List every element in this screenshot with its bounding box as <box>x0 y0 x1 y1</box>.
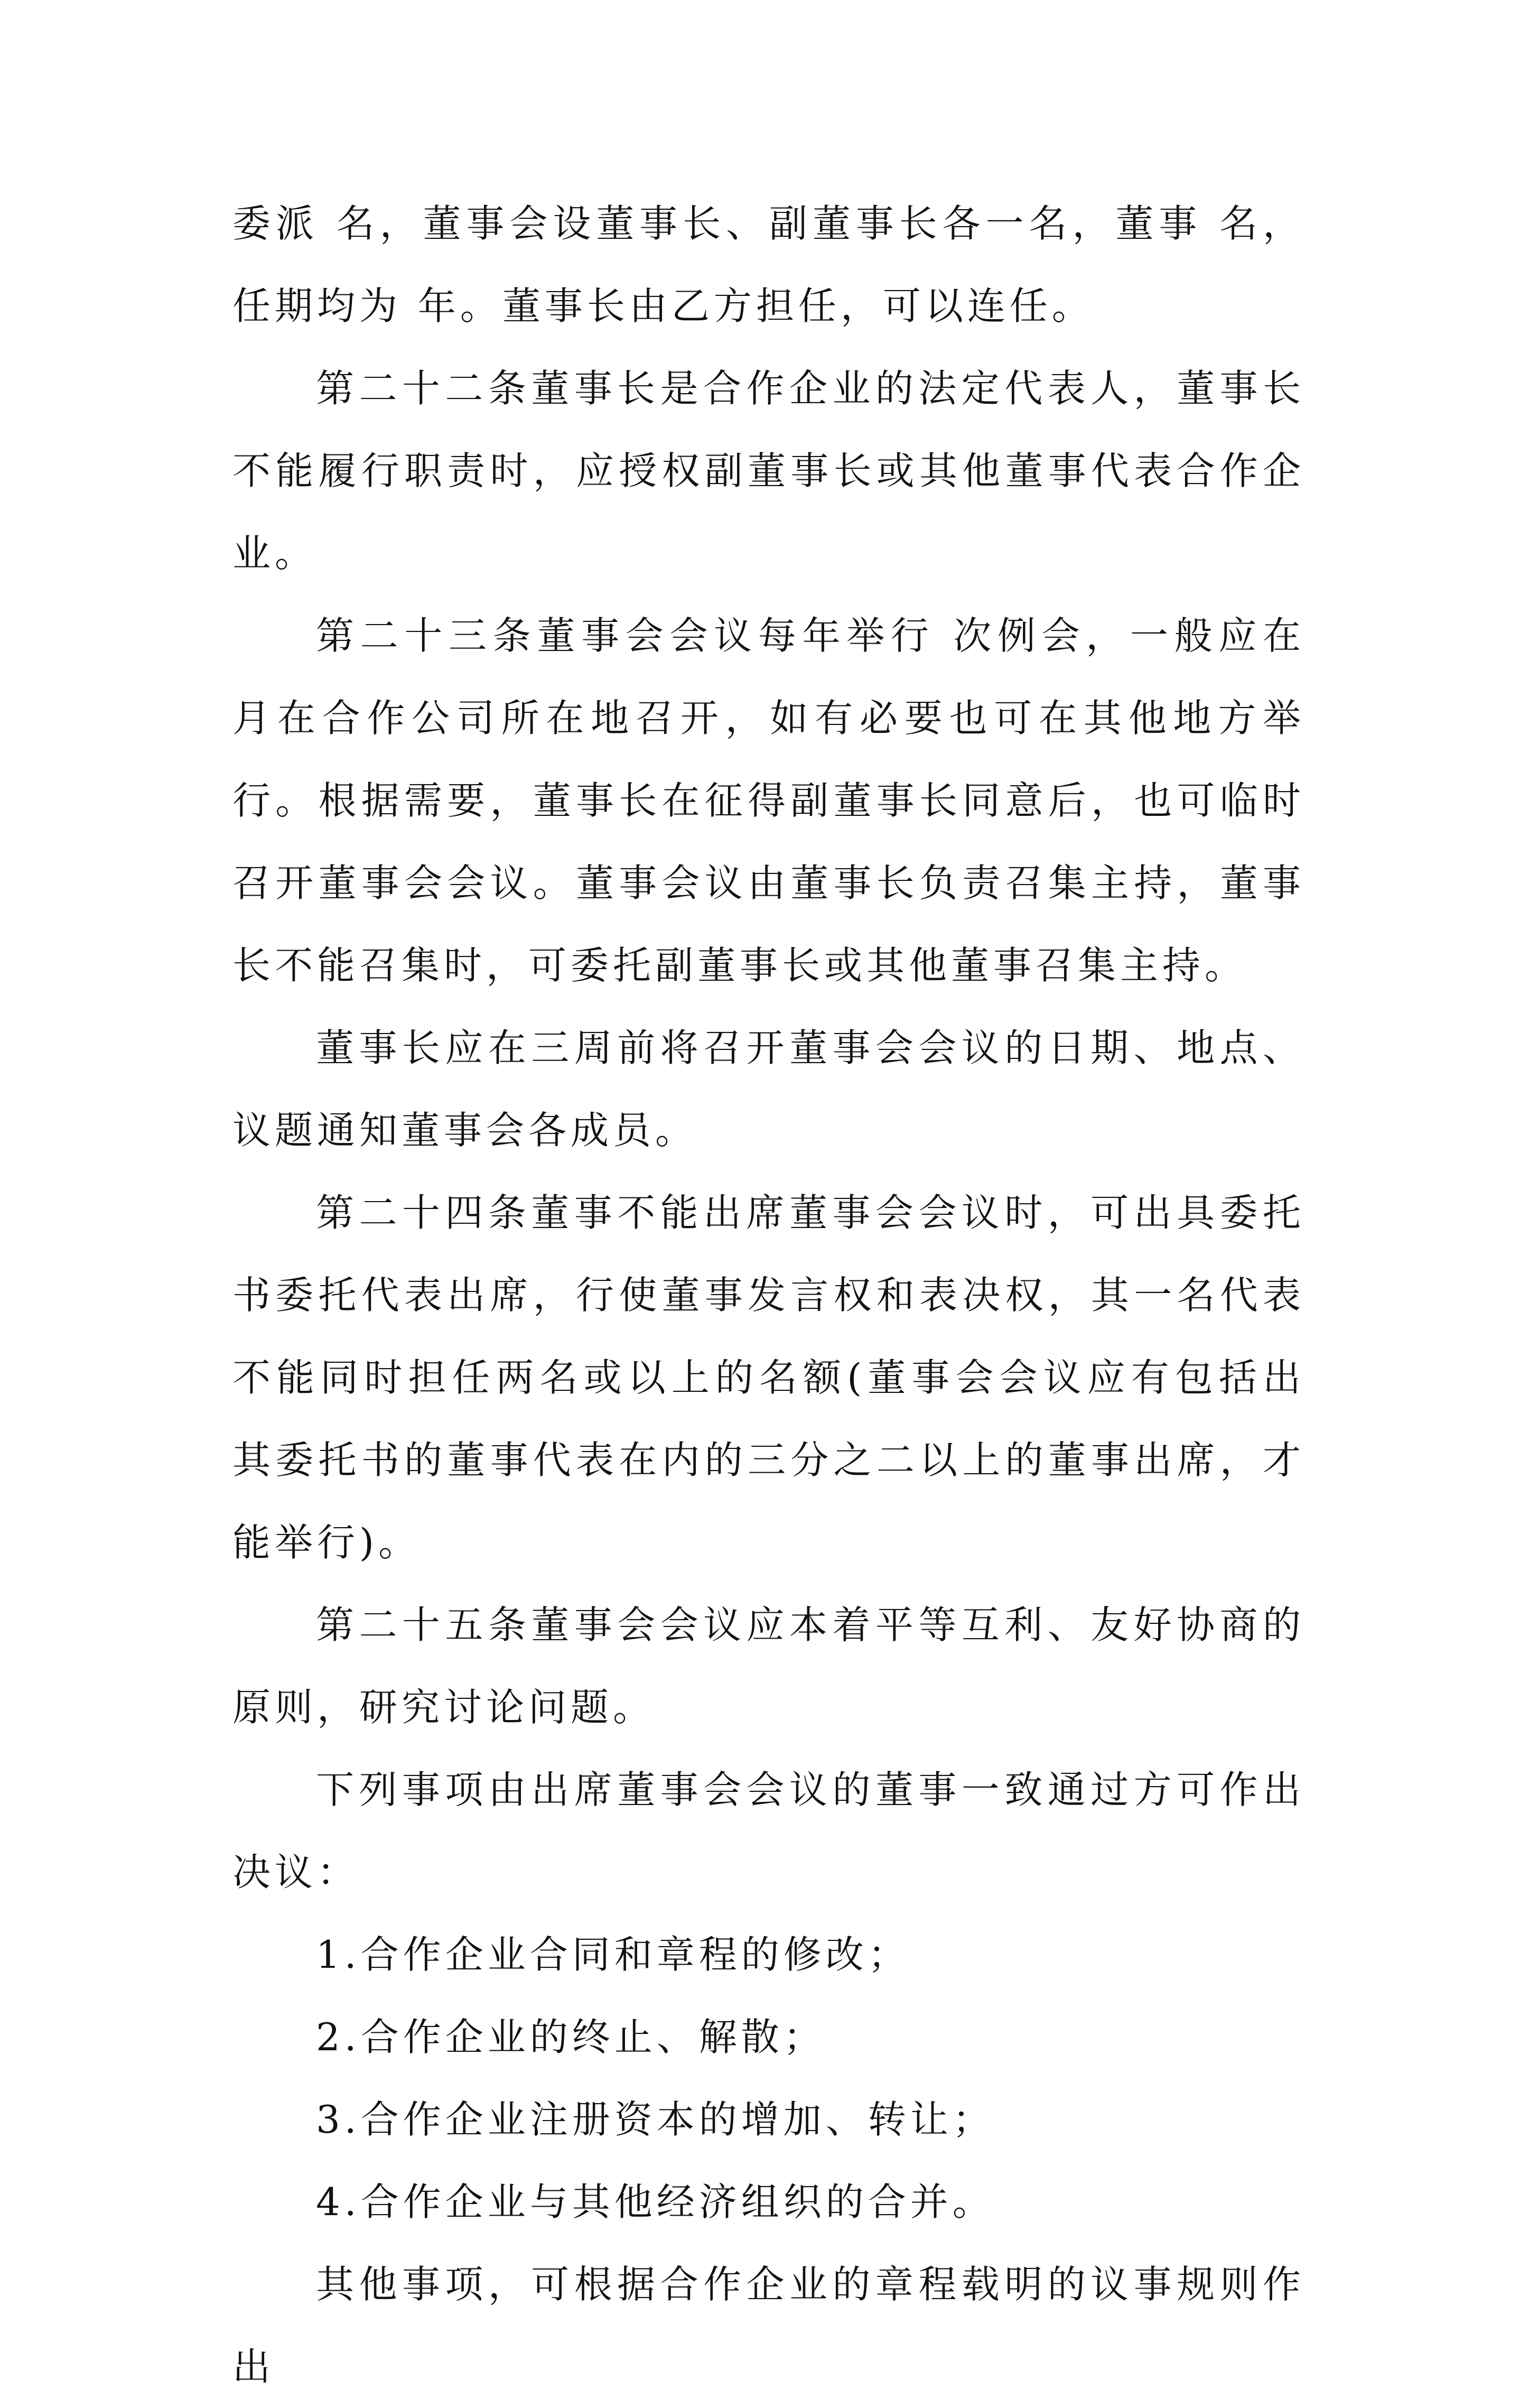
paragraph-continuation: 委派 名，董事会设董事长、副董事长各一名，董事 名，任期均为 年。董事长由乙方担任，可以连任。 <box>232 201 1305 328</box>
paragraph-article-23: 第二十三条董事会会议每年举行 次例会，一般应在 月在合作公司所在地召开，如有必要也可在其他地方举行。根据需要，董事长在征得副董事长同意后，也可临时召开董事会会议。董事会议由董事长负责召集主持，董事长不能召集时，可委托副董事长或其他董事召集主持。 <box>232 613 1321 988</box>
list-item-2: 2.合作企业的终止、解散； <box>316 2015 826 2059</box>
list-item-3: 3.合作企业注册资本的增加、转让； <box>316 2097 995 2142</box>
paragraph-other-matters: 其他事项，可根据合作企业的章程载明的议事规则作出 <box>232 2262 1305 2389</box>
list-item-1: 1.合作企业合同和章程的修改； <box>316 1932 910 1977</box>
paragraph-article-24: 第二十四条董事不能出席董事会会议时，可出具委托书委托代表出席，行使董事发言权和表决权，其一名代表不能同时担任两名或以上的名额(董事会会议应有包括出其委托书的董事代表在内的三分之二以上的董事出席，才能举行)。 <box>232 1191 1305 1565</box>
paragraph-article-23-notice: 董事长应在三周前将召开董事会会议的日期、地点、议题通知董事会各成员。 <box>232 1026 1305 1152</box>
list-item-4: 4.合作企业与其他经济组织的合并。 <box>316 2180 995 2224</box>
paragraph-article-22: 第二十二条董事长是合作企业的法定代表人，董事长不能履行职责时，应授权副董事长或其他董事代表合作企业。 <box>232 366 1305 575</box>
paragraph-unanimous-matters: 下列事项由出席董事会会议的董事一致通过方可作出决议： <box>232 1768 1305 1894</box>
paragraph-article-25: 第二十五条董事会会议应本着平等互利、友好协商的原则，研究讨论问题。 <box>232 1603 1305 1730</box>
document-body <box>232 182 1321 2408</box>
